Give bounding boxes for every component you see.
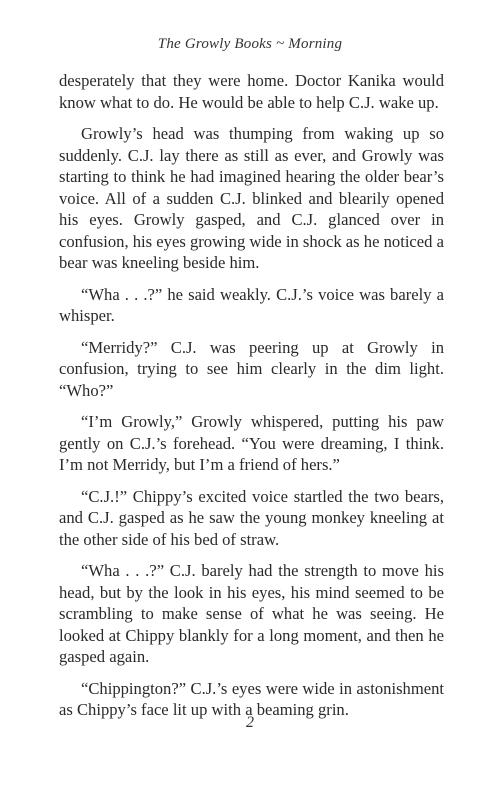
- paragraph-7: “Wha . . .?” C.J. barely had the strength to move his head, but by the look in his eyes, his mind seemed to be scrambling to make sense of what he was seeing. He looked at Chippy blankly for a long moment, and then he gasped again.: [59, 561, 444, 666]
- paragraph-6: “C.J.!” Chippy’s excited voice startled the two bears, and C.J. gasped as he saw the young monkey kneeling at the other side of his bed of straw.: [59, 486, 444, 549]
- page-number: 2: [246, 714, 254, 731]
- paragraph-3: “Wha . . .?” he said weakly. C.J.’s voice was barely a whisper.: [59, 284, 444, 325]
- running-header: The Growly Books ~ Morning: [157, 36, 343, 52]
- paragraph-5: “I’m Growly,” Growly whispered, putting his paw gently on C.J.’s forehead. “You were dreaming, I think. I’m not Merridy, but I’m a friend of hers.”: [59, 412, 444, 474]
- paragraph-1: desperately that they were home. Doctor Kanika would know what to do. He would be able to help C.J. wake up.: [59, 71, 444, 112]
- paragraph-8: “Chippington?” C.J.’s eyes were wide in astonishment as Chippy’s face lit up with a beaming grin.: [59, 678, 444, 719]
- paragraph-2: Growly’s head was thumping from waking up so suddenly. C.J. lay there as still as ever, and Growly was starting to think he had imagined hearing the older bear’s voice. All of a sudden C.J. blinked and blearily opened his eyes. Growly gasped, and C.J. glanced over in confusion, his eyes growing wide in shock as he noticed a bear was kneeling beside him.: [59, 124, 444, 272]
- paragraph-4: “Merridy?” C.J. was peering up at Growly in confusion, trying to see him clearly in the dim light. “Who?”: [59, 337, 444, 400]
- body-text: [59, 70, 444, 731]
